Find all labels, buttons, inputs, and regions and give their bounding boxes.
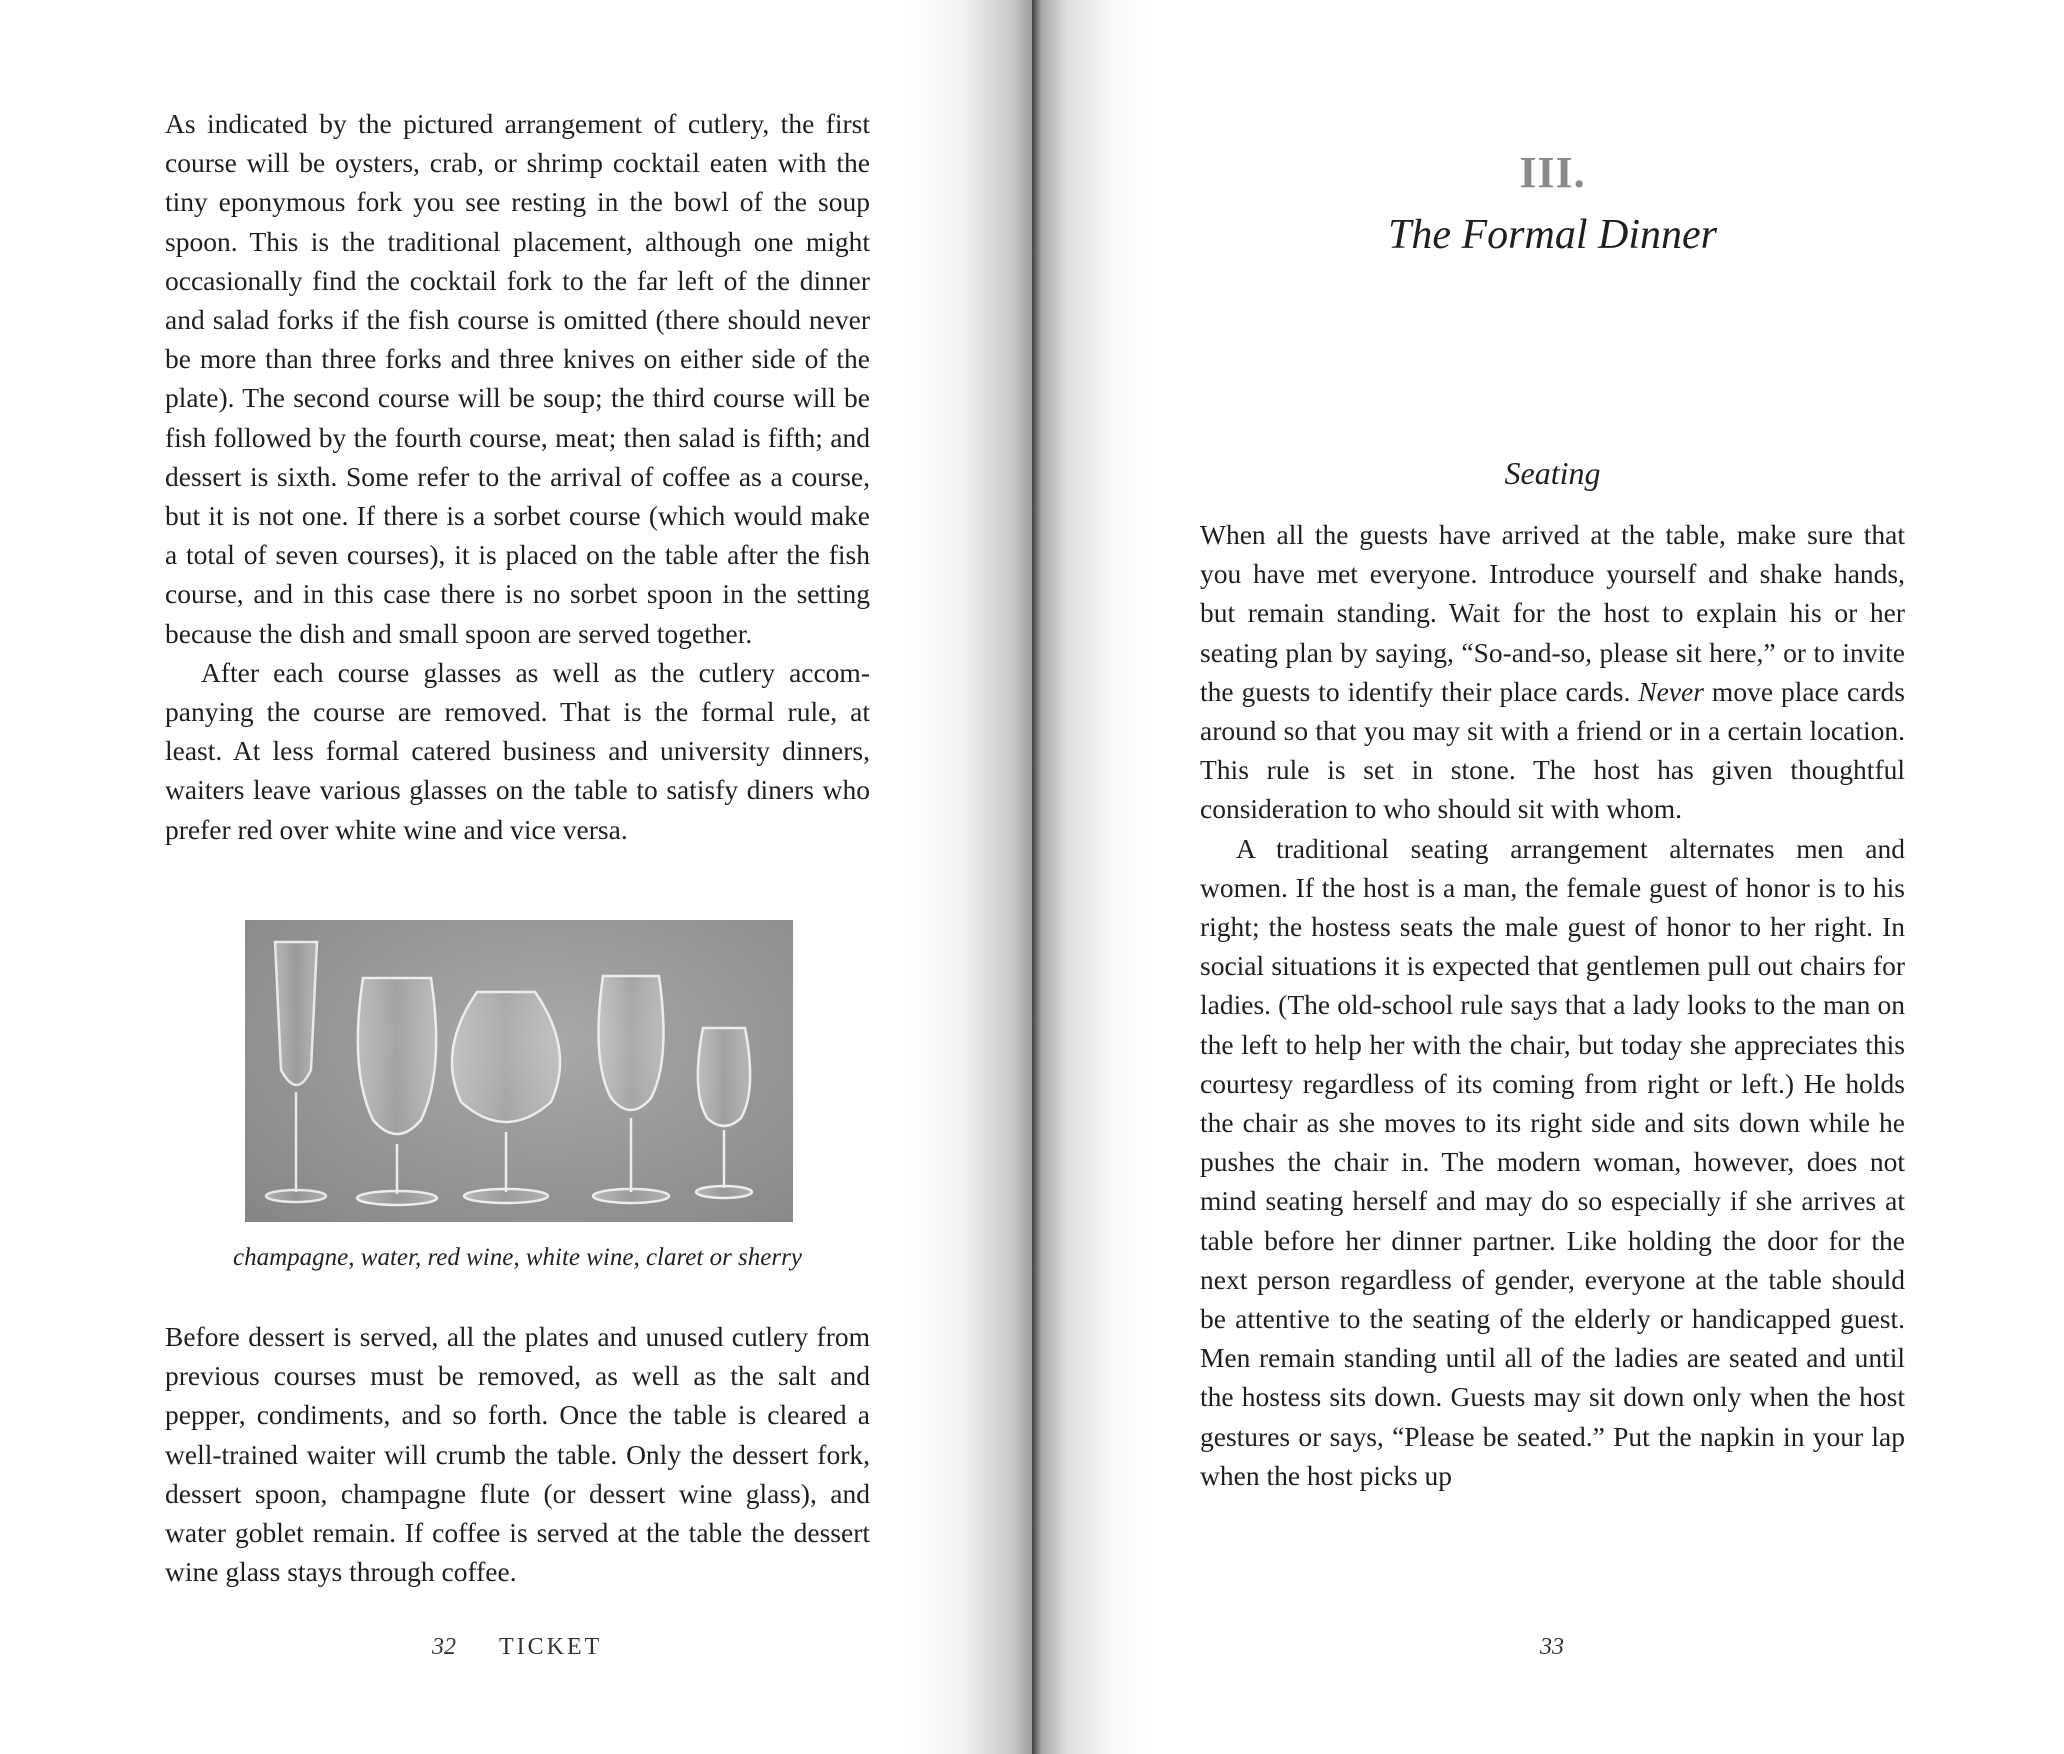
water-glass-icon	[357, 978, 437, 1205]
paragraph-seating-arrangement: A traditional seating arrangement alternates men and women. If the host is a man, the female guest of honor is to his right; the hostess seats the male guest of honor to her right. In social situations it is expected that gentlemen pull out chairs for ladies. (The old-school rule says that a lady looks to the man on the left to help her with the chair, but today she appreciates this courtesy regardless of its coming from right or left.) He holds the chair as she moves to its right side and sits down while he pushes the chair in. The modern woman, however, does not mind seating herself and may do so especially if she arrives at table before her dinner partner. Like holding the door for the next person regardless of gender, everyone at the table should be attentive to the seating of the elderly or handicapped guest. Men remain standing until all of the ladies are seated and until the hostess sits down. Guests may sit down only when the host gestures or says, “Please be seated.” Put the napkin in your lap when the host picks up	[1200, 832, 1905, 1491]
section-title: Seating	[1504, 455, 1601, 491]
right-body-text	[1200, 515, 1905, 1495]
claret-sherry-glass-icon	[696, 1028, 752, 1198]
paragraph-guests-arrived	[1200, 515, 1905, 829]
p1-before-text: When all the guests have arrived at the table, make sure that you have met everyone. Introduce yourself and shake hands, but remain standing. Wait for the host to explain his or her seating plan by saying, “So-and-so, please sit here,” or to invite the guests to identify their place cards.	[1200, 519, 1905, 707]
paragraph-glasses-removed: After each course glasses as well as the cutlery accompanying the course are removed. That is the formal rule, at least. At less formal catered business and university dinners, waiters leave various glasses on the table to satisfy diners who prefer red over white wine and vice versa.	[165, 656, 870, 845]
paragraph-before-dessert: Before dessert is served, all the plates and unused cutlery from previous courses must be removed, as well as the salt and pepper, condiments, and so forth. Once the table is cleared a well-trained waiter will crumb the table. Only the dessert fork, dessert spoon, champagne flute (or dessert wine glass), and water goblet remain. If coffee is served at the table the dessert wine glass stays through coffee.	[165, 1321, 870, 1588]
champagne-flute-icon	[266, 942, 326, 1202]
running-title: TICKET	[499, 1634, 603, 1660]
wine-glasses-photo	[245, 920, 793, 1222]
page-number-left: 32	[432, 1634, 456, 1660]
white-wine-glass-icon	[593, 976, 669, 1203]
page-number-right: 33	[1540, 1634, 1564, 1660]
chapter-title: The Formal Dinner	[1388, 212, 1717, 258]
left-top-text	[165, 104, 870, 849]
left-bottom-text	[165, 1317, 870, 1591]
red-wine-glass-icon	[452, 992, 560, 1203]
gutter-shadow-right	[1032, 0, 1152, 1754]
paragraph-courses: As indicated by the pictured arrangement of cutlery, the first course will be oysters, crab, or shrimp cocktail eaten with the tiny eponymous fork you see resting in the bowl of the soup spoon. This is the traditional placement, although one might occasionally find the cocktail fork to the far left of the dinner and salad forks if the fish course is omitted (there should never be more than three forks and three knives on either side of the plate). The second course will be soup; the third course will be fish followed by the fourth course, meat; then salad is fifth; and dessert is sixth. Some refer to the arrival of coffee as a course, but it is not one. If there is a sorbet course (which would make a total of seven courses), it is placed on the table after the fish course, and in this case there is no sorbet spoon in the setting because the dish and small spoon are served together.	[165, 108, 870, 649]
p1-after-text: move place cards around so that you may sit with a friend or in a certain location. This rule is set in stone. The host has given thoughtful consideration to who should sit with whom.	[1200, 675, 1905, 825]
chapter-number: III.	[1519, 148, 1586, 197]
gutter-shadow-left	[905, 0, 1032, 1754]
emphasis-never: Never	[1638, 675, 1704, 707]
photo-caption: champagne, water, red wine, white wine, claret or sherry	[233, 1244, 802, 1271]
